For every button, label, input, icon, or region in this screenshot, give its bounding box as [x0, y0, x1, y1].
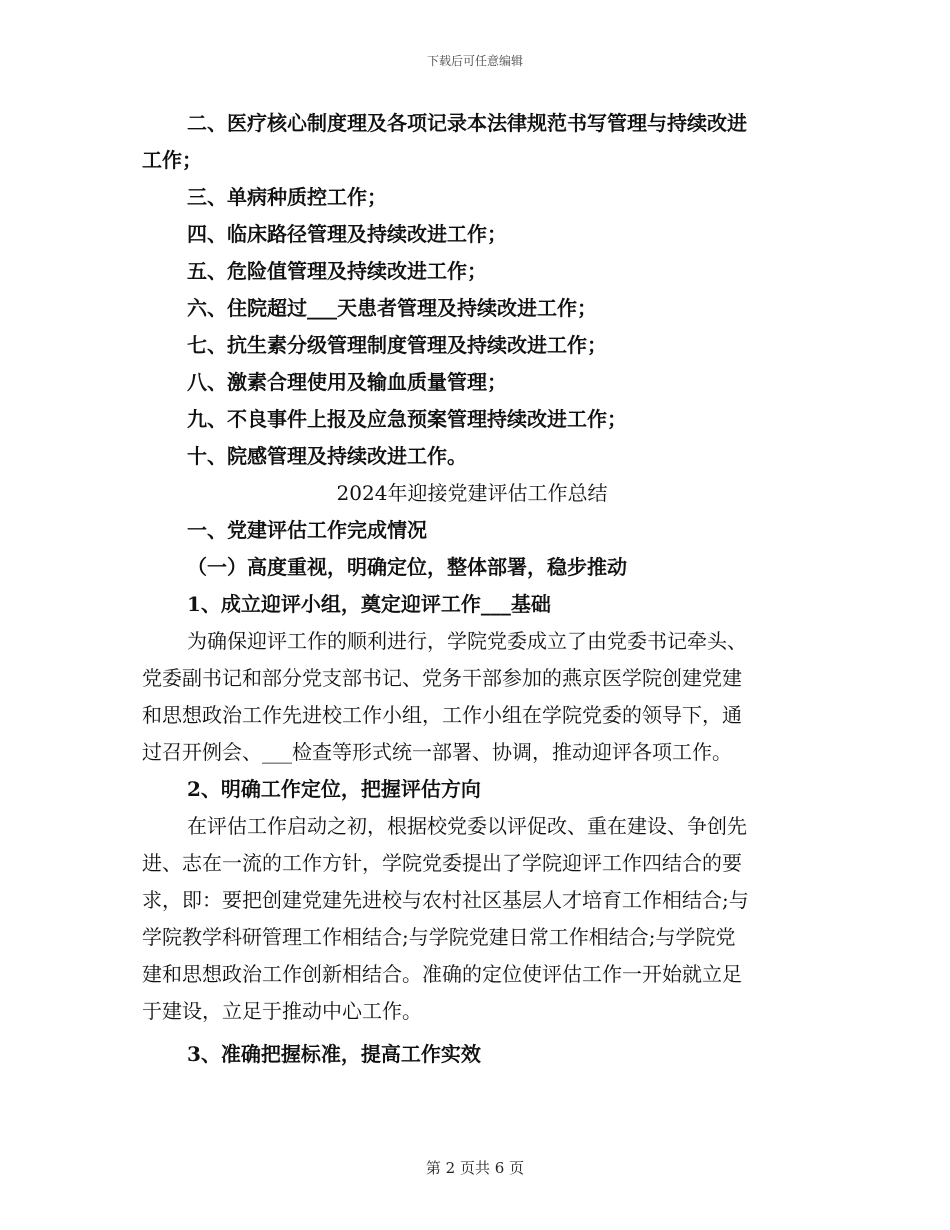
heading-level-2: （一）高度重视，明确定位，整体部署，稳步推动: [187, 555, 627, 579]
item-3: 三、单病种质控工作；: [187, 185, 387, 209]
item-2-line-2: 工作；: [142, 148, 202, 172]
paragraph-1-line-3: 和思想政治工作先进校工作小组，工作小组在学院党委的领导下，通: [142, 703, 742, 727]
item-8: 八、激素合理使用及输血质量管理；: [187, 370, 507, 394]
item-6: 六、住院超过___天患者管理及持续改进工作；: [187, 296, 597, 320]
paragraph-1-line-2: 党委副书记和部分党支部书记、党务干部参加的燕京医学院创建党建: [142, 666, 742, 690]
document-body: [142, 105, 802, 1073]
paragraph-1-line-4: 过召开例会、___检查等形式统一部署、协调，推动迎评各项工作。: [142, 740, 732, 764]
page-footer: 第 2 页共 6 页: [425, 1159, 525, 1177]
paragraph-2-line-3: 求，即：要把创建党建先进校与农村社区基层人才培育工作相结合;与: [142, 888, 749, 912]
paragraph-2-line-6: 于建设，立足于推动中心工作。: [142, 999, 422, 1023]
section-title: 2024年迎接党建评估工作总结: [336, 481, 608, 505]
item-9: 九、不良事件上报及应急预案管理持续改进工作；: [187, 407, 627, 431]
paragraph-2-line-1: 在评估工作启动之初，根据校党委以评促改、重在建设、争创先: [187, 814, 747, 838]
item-7: 七、抗生素分级管理制度管理及持续改进工作；: [187, 333, 607, 357]
paragraph-2-line-4: 学院教学科研管理工作相结合;与学院党建日常工作相结合;与学院党: [142, 925, 736, 949]
paragraph-1-line-1: 为确保迎评工作的顺利进行，学院党委成立了由党委书记牵头、: [187, 629, 747, 653]
item-5: 五、危险值管理及持续改进工作；: [187, 259, 487, 283]
paragraph-2-line-2: 进、志在一流的工作方针，学院党委提出了学院迎评工作四结合的要: [142, 851, 742, 875]
subheading-2: 2、明确工作定位，把握评估方向: [187, 777, 481, 801]
item-4: 四、临床路径管理及持续改进工作；: [187, 222, 507, 246]
item-2-line-1: 二、医疗核心制度理及各项记录本法律规范书写管理与持续改进: [187, 111, 747, 135]
heading-level-1: 一、党建评估工作完成情况: [187, 518, 427, 542]
item-10: 十、院感管理及持续改进工作。: [187, 444, 467, 468]
subheading-3: 3、准确把握标准，提高工作实效: [187, 1042, 481, 1066]
page-header: 下载后可任意编辑: [426, 54, 523, 68]
paragraph-2-line-5: 建和思想政治工作创新相结合。准确的定位使评估工作一开始就立足: [142, 962, 742, 986]
subheading-1: 1、成立迎评小组，奠定迎评工作___基础: [187, 592, 551, 616]
